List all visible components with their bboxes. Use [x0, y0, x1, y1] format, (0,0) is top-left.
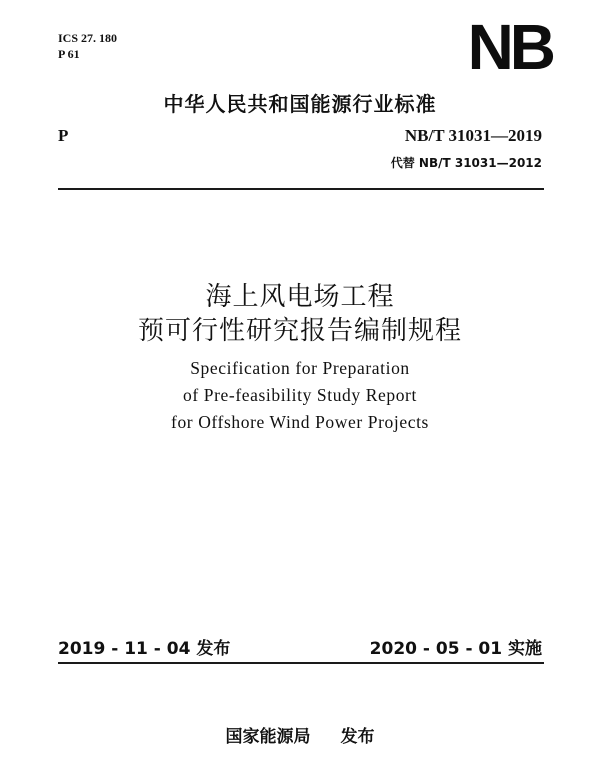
title-english-line-2: of Pre-feasibility Study Report	[183, 385, 417, 405]
ics-code-block	[58, 30, 117, 62]
publisher-line	[0, 722, 600, 747]
title-chinese-line-2: 预可行性研究报告编制规程	[137, 316, 462, 346]
title-english-line-3: for Offshore Wind Power Projects	[171, 412, 429, 432]
implementation-date: 2020 - 05 - 01 实施	[369, 639, 542, 659]
issue-date: 2019 - 11 - 04 发布	[58, 639, 231, 659]
bottom-divider	[58, 662, 544, 664]
issuing-authority-heading: 中华人民共和国能源行业标准	[163, 92, 437, 116]
title-english-line-1: Specification for Preparation	[190, 358, 410, 378]
publisher-action: 发布	[340, 727, 375, 747]
ccs-code: P 61	[58, 47, 80, 61]
standard-number: NB/T 31031—2019	[404, 126, 542, 145]
nb-logo: NB	[467, 11, 552, 83]
ics-code: ICS 27. 180	[58, 31, 118, 45]
title-chinese-line-1: 海上风电场工程	[205, 282, 395, 312]
top-divider	[58, 188, 544, 190]
classification-letter: P	[58, 126, 69, 145]
replaces-standard: 代替 NB/T 31031—2012	[390, 156, 542, 170]
publisher-name: 国家能源局	[225, 727, 311, 747]
